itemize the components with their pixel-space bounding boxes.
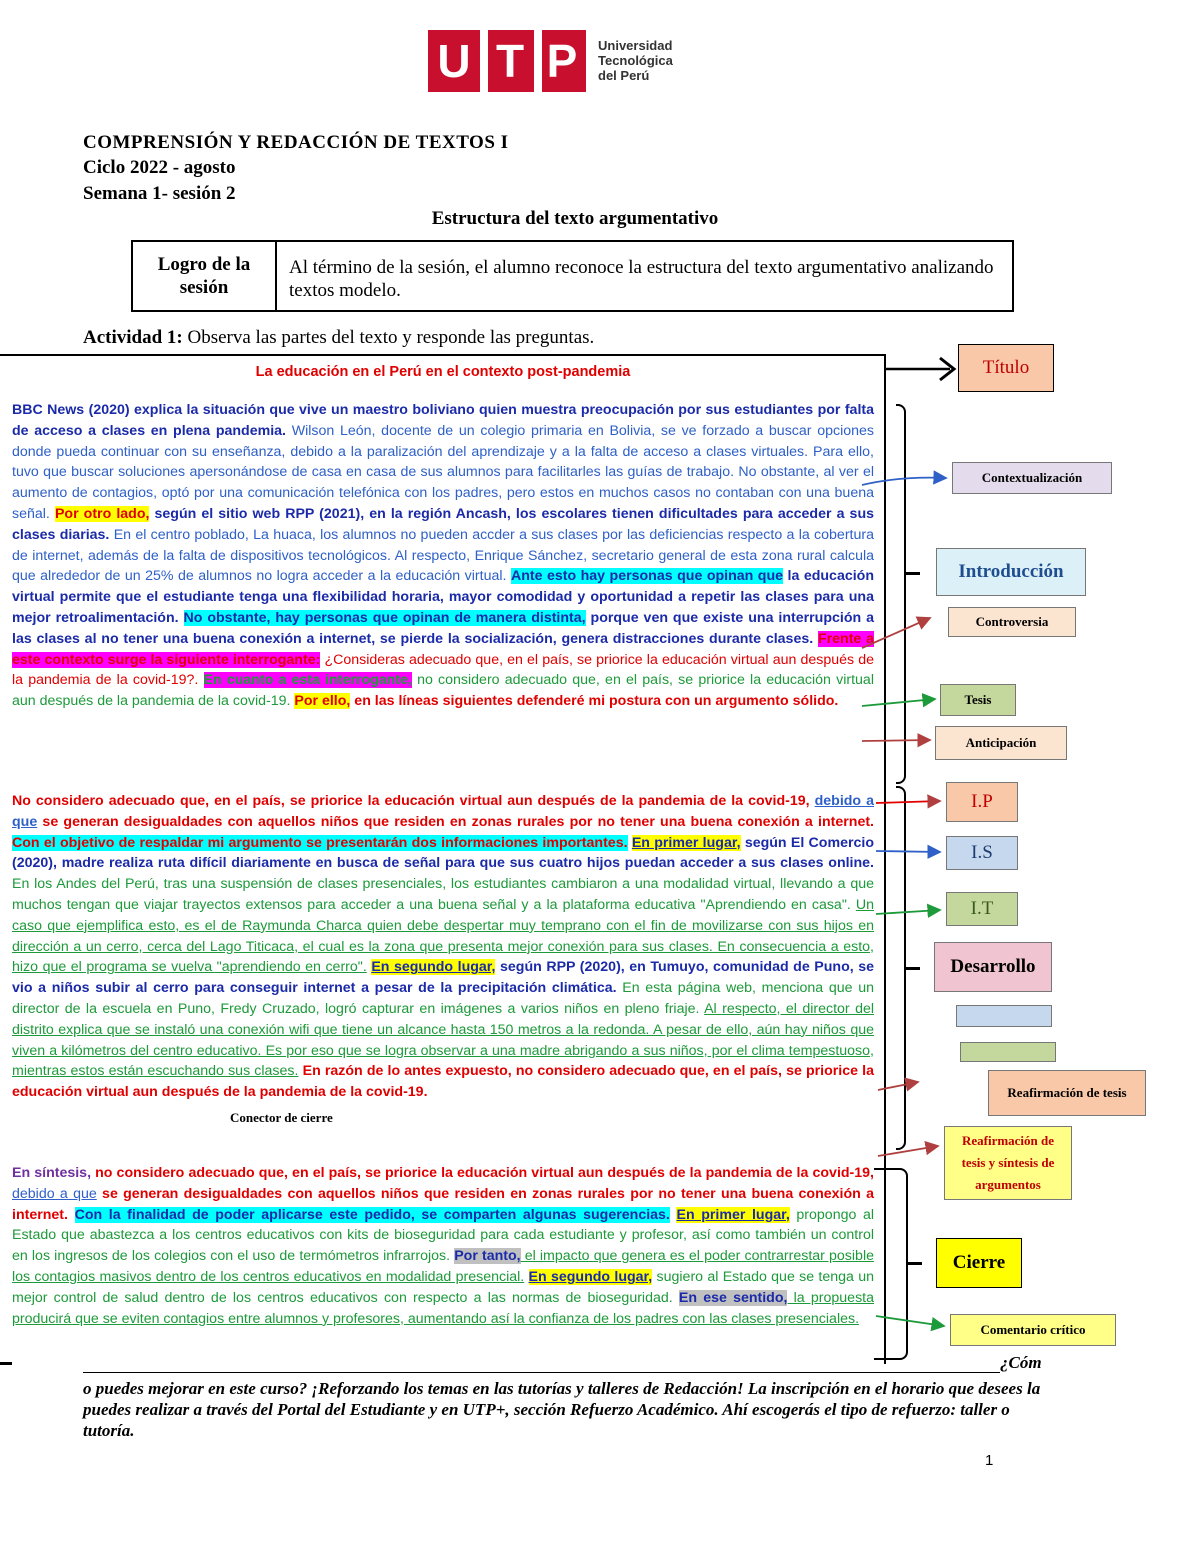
label-is: I.S xyxy=(946,836,1018,870)
conclusion-bracket xyxy=(874,1168,908,1360)
logro-label: Logro de la sesión xyxy=(133,242,277,310)
logo-line: Universidad xyxy=(598,38,673,53)
text-segment: En los Andes del Perú, tras una suspensión de clases presenciales, los estudiantes cambiaron a una modalidad virtual, llevando a que muchos tengan que viajar trayectos extensos para acceder a una buena señal y a la plataforma educativa "Aprendiendo en casa". xyxy=(12,876,874,913)
text-segment: En razón de lo antes expuesto, no considero adecuado que, en el país, se priorice la educación virtual aun después de la pandemia de la covid-19. xyxy=(12,1063,874,1101)
footer-divider xyxy=(83,1372,1000,1373)
footer-note: o puedes mejorar en este curso? ¡Reforzando los temas en las tutorías y talleres de Redacción! La inscripción en el horario que desees la puedes realizar a través del Portal del Estudiante y en UTP+, sección Refuerzo Académico. Ahí escogerás el tipo de refuerzo: taller o tutoría. xyxy=(83,1379,1041,1440)
text-segment: BBC News (2020) explica la situación que vive un maestro boliviano quien muestra preocupación por sus estudiantes por falta de acceso a clases en plena pandemia. xyxy=(12,402,874,439)
paragraph-development xyxy=(12,791,874,1103)
logo-line: Tecnológica xyxy=(598,53,673,68)
color-key-green xyxy=(960,1042,1056,1062)
logo-line: del Perú xyxy=(598,68,650,83)
text-segment: el impacto que genera es el poder contrarrestar posible los contagios masivos dentro de los centros educativos en modalidad presencial. xyxy=(12,1248,874,1285)
bracket-tick xyxy=(904,967,920,970)
connector-highlight: Por otro lado, xyxy=(54,505,150,522)
arrow-reafirmacion-sintesis xyxy=(878,1146,938,1156)
label-controversia: Controversia xyxy=(948,607,1076,637)
text-segment: no considero adecuado que, en el país, se priorice la educación virtual aun después de la pandemia de la covid-19. xyxy=(12,672,874,710)
label-anticipacion: Anticipación xyxy=(935,726,1067,760)
logo-wordmark xyxy=(598,38,673,83)
logo-letter-t: T xyxy=(495,35,525,87)
text-frame-top xyxy=(0,354,886,356)
connector-highlight: En cuanto a esta interrogante, xyxy=(203,672,412,689)
connector-underlined: debido a que xyxy=(12,793,874,830)
utp-logo xyxy=(428,30,586,92)
text-segment: ¿Consideras adecuado que, en el país, se priorice la educación virtual aun después de la pandemia de la covid-19?. xyxy=(12,651,875,689)
course-week: Semana 1- sesión 2 xyxy=(83,183,236,204)
text-segment: la propuesta producirá que se eviten contagios entre alumnos y profesores, aumentando así la confianza de los padres con las clases presenciales. xyxy=(12,1289,874,1327)
label-ip: I.P xyxy=(946,782,1018,822)
text-segment: se generan desigualdades con aquellos niños que residen en zonas rurales por no tener una buena conexión a internet. xyxy=(12,1185,874,1223)
text-segment: Un caso que ejemplifica esto, es el de Raymunda Charca quien debe despertar muy temprano con el fin de movilizarse con sus hijos en dirección a un cerro, cerca del Lago Titicaca, el cual es la zona que presenta mejor conexión para sus clases. En consecuencia a esto, hizo que el programa se vuelva "aprendiendo en cerro". xyxy=(12,896,874,976)
label-reafirmacion-sintesis: Reafirmación de tesis y síntesis de argumentos xyxy=(944,1126,1072,1200)
label-desarrollo: Desarrollo xyxy=(934,942,1052,992)
logo-divider xyxy=(534,30,542,92)
text-segment: propongo al Estado que abastezca a los centros educativos con kits de bioseguridad para cada estudiante y profesor, así como también un control en los ingresos de los colegios con el uso de termómetros infrarrojos. xyxy=(12,1206,875,1265)
logo-letter-u: U xyxy=(437,35,471,87)
page-title: Estructura del texto argumentativo xyxy=(431,208,719,229)
connector-highlight: Ante esto hay personas que opinan que xyxy=(510,568,784,585)
activity-instruction xyxy=(83,327,594,349)
text-segment: no considero adecuado que, en el país, se priorice la educación virtual aun después de la pandemia de la covid-19, xyxy=(91,1165,874,1181)
text-segment xyxy=(524,1269,528,1285)
connector-highlight: No obstante, hay personas que opinan de manera distinta, xyxy=(183,609,586,626)
connector-highlight: Con la finalidad de poder aplicarse este pedido, se comparten algunas sugerencias. xyxy=(74,1206,670,1223)
color-key-blue xyxy=(956,1005,1052,1027)
label-cierre: Cierre xyxy=(936,1238,1022,1288)
text-segment: según RPP (2020), en Tumuyo, comunidad de Puno, se vio a niños subir al cerro para conseguir internet a pesar de la precipitación climática. xyxy=(12,959,874,997)
label-contextualizacion: Contextualización xyxy=(952,462,1112,494)
text-segment: En el centro poblado, La huaca, los alumnos no pueden accder a sus clases por las deficiencias respecto a la cobertura de internet, además de la falta de dispositivos tecnológicos. Al respecto, Enrique Sánchez, secretario general de esta zona rural calcula que alrededor de un 25% de alumnos no logra acceder a la educación virtual. xyxy=(12,526,874,585)
connector-annotation: Conector de cierre xyxy=(230,1110,333,1125)
label-introduccion: Introducción xyxy=(936,548,1086,596)
connector-highlight: Por ello, xyxy=(294,693,351,710)
text-segment: en las líneas siguientes defenderé mi postura con un argumento sólido. xyxy=(350,693,839,710)
connector-highlight: En primer lugar, xyxy=(676,1206,790,1223)
connector-highlight: En segundo lugar, xyxy=(371,959,496,976)
bracket-tick xyxy=(904,572,920,575)
logro-table xyxy=(131,240,1014,312)
paragraph-introduction xyxy=(12,400,874,712)
logro-text: Al término de la sesión, el alumno reconoce la estructura del texto argumentativo analizando textos modelo. xyxy=(289,257,994,301)
text-segment: según el sitio web RPP (2021), en la región Ancash, los escolares tienen dificultades para acceder a sus clases diarias. xyxy=(12,505,874,543)
text-segment: En esta página web, menciona que un director de la escuela en Puno, Fredy Cruzado, logró capturar en imágenes a varios niños en pleno friaje. xyxy=(12,980,874,1017)
essay-title: La educación en el Perú en el contexto post-pandemia xyxy=(255,364,631,380)
text-segment: se generan desigualdades con aquellos niños que residen en zonas rurales por no tener una buena conexión a internet. xyxy=(37,813,874,830)
course-cycle: Ciclo 2022 - agosto xyxy=(83,157,236,178)
label-it: I.T xyxy=(946,892,1018,926)
connector-highlight: Frente a este contexto surge la siguiente interrogante: xyxy=(12,630,874,668)
paragraph-conclusion xyxy=(12,1163,874,1329)
text-segment: según El Comercio (2020), madre realiza ruta difícil diariamente en busca de señal para que sus cuatro hijos puedan acceder a sus clases online. xyxy=(12,834,874,872)
text-segment: Al respecto, el director del distrito explica que se instaló una conexión wifi que tiene un alcance hasta 150 metros a la redonda. A pesar de ello, aún hay niños que viven a kilómetros del centro educativo. Es por eso que se logra observar a una madre abrigando a sus niños, por el clima tempestuoso, mientras estos están escuchando sus clases. xyxy=(12,1000,874,1080)
activity-text: Observa las partes del texto y responde las preguntas. xyxy=(182,327,595,348)
text-segment: la educación virtual permite que el estudiante tenga una flexibilidad horaria, mayor comodidad y oportunidad a repetir las clases para una mejor retroalimentación. xyxy=(12,568,874,626)
activity-label: Actividad 1: xyxy=(83,327,183,348)
logo-letter-p: P xyxy=(546,35,578,87)
page-number: 1 xyxy=(985,1452,994,1469)
logo-divider xyxy=(480,30,488,92)
arrow-titulo xyxy=(886,358,954,380)
connector-highlight: Por tanto, xyxy=(454,1248,521,1265)
footer-tail: ¿Cóm xyxy=(1000,1353,1042,1372)
text-segment: No considero adecuado que, en el país, se priorice la educación virtual aun después de la pandemia de la covid-19, xyxy=(12,793,815,809)
label-reafirmacion: Reafirmación de tesis xyxy=(988,1070,1146,1116)
label-titulo: Título xyxy=(958,344,1054,392)
text-segment: porque ven que existe una interrupción a las clases al no tener una buena conexión a internet, se pierde la socialización, genera distracciones durante clases. xyxy=(12,609,874,647)
text-frame-bottom xyxy=(0,1362,12,1365)
connector-highlight: Con el objetivo de respaldar mi argumento se presentarán dos informaciones importantes. xyxy=(12,834,628,851)
connector: En síntesis, xyxy=(12,1165,92,1181)
connector-highlight: En ese sentido, xyxy=(678,1289,788,1306)
connector-underlined: debido a que xyxy=(12,1185,97,1202)
course-title: COMPRENSIÓN Y REDACCIÓN DE TEXTOS I xyxy=(83,132,509,153)
connector-highlight: En primer lugar, xyxy=(631,834,741,851)
text-segment: sugiero al Estado que se tenga un mejor control de salud dentro de los centros educativos con respecto a las normas de bioseguridad. xyxy=(12,1268,874,1306)
label-tesis: Tesis xyxy=(940,684,1016,716)
text-segment: Wilson León, docente de un colegio primaria en Bolivia, se ve forzado a buscar opciones donde pueda continuar con su enseñanza, debido a la paralización del aprendizaje y a la falta de acceso a clases virtuales. Para ello, tuvo que buscar soluciones apersonándose de casa en casa de sus alumnos para facilitarles las guías de trabajo. No obstante, al ver el aumento de contagios, optó por una comunicación telefónica con los padres, pero estos en muchos casos no contaban con una buena señal. xyxy=(12,422,874,522)
bracket-tick xyxy=(906,1262,922,1265)
introduction-bracket xyxy=(896,404,906,784)
label-comentario-critico: Comentario crítico xyxy=(950,1314,1116,1346)
connector-highlight: En segundo lugar, xyxy=(528,1268,653,1285)
